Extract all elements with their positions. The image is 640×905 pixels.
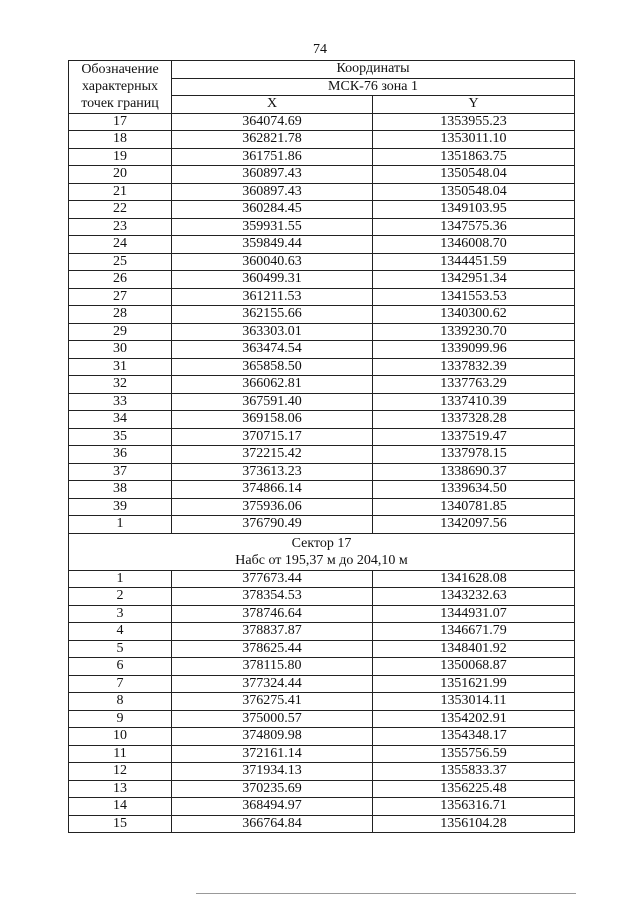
- x-coordinate-cell: 359931.55: [172, 218, 373, 236]
- point-number-cell: 9: [69, 710, 172, 728]
- y-coordinate-cell: 1350548.04: [373, 166, 575, 184]
- point-number-cell: 10: [69, 728, 172, 746]
- point-number-cell: 7: [69, 675, 172, 693]
- table-row: [69, 113, 575, 131]
- table-row: [69, 306, 575, 324]
- point-number-cell: 29: [69, 323, 172, 341]
- table-row: [69, 271, 575, 289]
- y-coordinate-cell: 1354202.91: [373, 710, 575, 728]
- page-edge-line: [196, 893, 576, 894]
- table-row: [69, 675, 575, 693]
- x-coordinate-cell: 378115.80: [172, 658, 373, 676]
- point-number-cell: 20: [69, 166, 172, 184]
- table-row: [69, 393, 575, 411]
- table-row: [69, 166, 575, 184]
- point-number-cell: 11: [69, 745, 172, 763]
- y-coordinate-cell: 1347575.36: [373, 218, 575, 236]
- y-coordinate-cell: 1346008.70: [373, 236, 575, 254]
- y-coordinate-cell: 1337763.29: [373, 376, 575, 394]
- y-coordinate-cell: 1337978.15: [373, 446, 575, 464]
- x-coordinate-cell: 372161.14: [172, 745, 373, 763]
- point-number-cell: 2: [69, 588, 172, 606]
- x-coordinate-cell: 361751.86: [172, 148, 373, 166]
- y-coordinate-cell: 1344931.07: [373, 605, 575, 623]
- point-number-cell: 31: [69, 358, 172, 376]
- table-row: [69, 570, 575, 588]
- point-number-cell: 12: [69, 763, 172, 781]
- x-coordinate-cell: 363303.01: [172, 323, 373, 341]
- coordinates-title: Координаты: [172, 61, 575, 79]
- table-row: [69, 183, 575, 201]
- table-row: [69, 463, 575, 481]
- y-coordinate-cell: 1341628.08: [373, 570, 575, 588]
- table-row: [69, 658, 575, 676]
- y-coordinate-cell: 1337519.47: [373, 428, 575, 446]
- x-coordinate-cell: 364074.69: [172, 113, 373, 131]
- point-number-cell: 36: [69, 446, 172, 464]
- table-row: [69, 728, 575, 746]
- table-row: [69, 148, 575, 166]
- sector-heading: [69, 533, 575, 570]
- table-row: [69, 376, 575, 394]
- point-number-cell: 8: [69, 693, 172, 711]
- table-row: [69, 481, 575, 499]
- point-number-cell: 34: [69, 411, 172, 429]
- point-number-cell: 1: [69, 516, 172, 534]
- y-coordinate-cell: 1346671.79: [373, 623, 575, 641]
- table-row: [69, 428, 575, 446]
- point-number-cell: 22: [69, 201, 172, 219]
- y-coordinate-cell: 1342097.56: [373, 516, 575, 534]
- point-number-cell: 32: [69, 376, 172, 394]
- sector-title: Сектор 17: [291, 535, 352, 551]
- point-number-cell: 23: [69, 218, 172, 236]
- y-coordinate-cell: 1350068.87: [373, 658, 575, 676]
- x-coordinate-cell: 377673.44: [172, 570, 373, 588]
- y-coordinate-cell: 1340781.85: [373, 498, 575, 516]
- point-number-cell: 13: [69, 780, 172, 798]
- table-row: [69, 798, 575, 816]
- table-body-part2: [69, 570, 575, 833]
- x-coordinate-cell: 365858.50: [172, 358, 373, 376]
- point-number-cell: 19: [69, 148, 172, 166]
- x-coordinate-cell: 378746.64: [172, 605, 373, 623]
- table-row: [69, 358, 575, 376]
- x-coordinate-cell: 370235.69: [172, 780, 373, 798]
- y-coordinate-cell: 1339634.50: [373, 481, 575, 499]
- table-header-row: [69, 61, 575, 79]
- x-coordinate-cell: 370715.17: [172, 428, 373, 446]
- x-coordinate-cell: 367591.40: [172, 393, 373, 411]
- y-coordinate-cell: 1349103.95: [373, 201, 575, 219]
- point-number-cell: 28: [69, 306, 172, 324]
- table-row: [69, 341, 575, 359]
- table-row: [69, 411, 575, 429]
- point-designation-header-line: Обозначение: [81, 62, 159, 78]
- table-row: [69, 605, 575, 623]
- point-number-cell: 17: [69, 113, 172, 131]
- table-row: [69, 446, 575, 464]
- table-row: [69, 693, 575, 711]
- x-coordinate-cell: 375936.06: [172, 498, 373, 516]
- point-number-cell: 1: [69, 570, 172, 588]
- table-row: [69, 815, 575, 833]
- point-number-cell: 15: [69, 815, 172, 833]
- x-coordinate-cell: 359849.44: [172, 236, 373, 254]
- x-coordinate-cell: 362821.78: [172, 131, 373, 149]
- point-number-cell: 33: [69, 393, 172, 411]
- x-column-header: X: [172, 96, 373, 114]
- point-number-cell: 6: [69, 658, 172, 676]
- table-row: [69, 623, 575, 641]
- point-number-cell: 37: [69, 463, 172, 481]
- y-coordinate-cell: 1344451.59: [373, 253, 575, 271]
- table-row: [69, 288, 575, 306]
- y-coordinate-cell: 1339230.70: [373, 323, 575, 341]
- y-coordinate-cell: 1354348.17: [373, 728, 575, 746]
- point-number-cell: 5: [69, 640, 172, 658]
- y-coordinate-cell: 1340300.62: [373, 306, 575, 324]
- point-number-cell: 3: [69, 605, 172, 623]
- point-designation-header-line: точек границ: [81, 96, 159, 112]
- x-coordinate-cell: 368494.97: [172, 798, 373, 816]
- x-coordinate-cell: 360897.43: [172, 166, 373, 184]
- point-number-cell: 14: [69, 798, 172, 816]
- table-row: [69, 218, 575, 236]
- y-coordinate-cell: 1339099.96: [373, 341, 575, 359]
- y-coordinate-cell: 1353011.10: [373, 131, 575, 149]
- point-designation-header-line: характерных: [81, 79, 159, 95]
- table-row: [69, 236, 575, 254]
- point-number-cell: 39: [69, 498, 172, 516]
- x-coordinate-cell: 376275.41: [172, 693, 373, 711]
- y-coordinate-cell: 1353955.23: [373, 113, 575, 131]
- coordinates-system: МСК-76 зона 1: [172, 78, 575, 96]
- x-coordinate-cell: 378625.44: [172, 640, 373, 658]
- y-column-header: Y: [373, 96, 575, 114]
- table-row: [69, 131, 575, 149]
- x-coordinate-cell: 361211.53: [172, 288, 373, 306]
- sector-height-range: Набс от 195,37 м до 204,10 м: [235, 552, 408, 568]
- x-coordinate-cell: 374809.98: [172, 728, 373, 746]
- table-row: [69, 498, 575, 516]
- table-row: [69, 745, 575, 763]
- x-coordinate-cell: 362155.66: [172, 306, 373, 324]
- table-row: [69, 763, 575, 781]
- point-number-cell: 4: [69, 623, 172, 641]
- y-coordinate-cell: 1337832.39: [373, 358, 575, 376]
- coordinates-table: [68, 60, 575, 833]
- y-coordinate-cell: 1355756.59: [373, 745, 575, 763]
- x-coordinate-cell: 376790.49: [172, 516, 373, 534]
- x-coordinate-cell: 369158.06: [172, 411, 373, 429]
- table-row: [69, 710, 575, 728]
- x-coordinate-cell: 372215.42: [172, 446, 373, 464]
- table-body-part1: [69, 113, 575, 533]
- y-coordinate-cell: 1355833.37: [373, 763, 575, 781]
- point-designation-header: [69, 61, 172, 114]
- point-number-cell: 30: [69, 341, 172, 359]
- y-coordinate-cell: 1353014.11: [373, 693, 575, 711]
- y-coordinate-cell: 1356104.28: [373, 815, 575, 833]
- y-coordinate-cell: 1337328.28: [373, 411, 575, 429]
- y-coordinate-cell: 1356225.48: [373, 780, 575, 798]
- table-row: [69, 516, 575, 534]
- y-coordinate-cell: 1351621.99: [373, 675, 575, 693]
- table-row: [69, 640, 575, 658]
- y-coordinate-cell: 1338690.37: [373, 463, 575, 481]
- table-row: [69, 780, 575, 798]
- y-coordinate-cell: 1343232.63: [373, 588, 575, 606]
- point-number-cell: 18: [69, 131, 172, 149]
- x-coordinate-cell: 375000.57: [172, 710, 373, 728]
- y-coordinate-cell: 1337410.39: [373, 393, 575, 411]
- x-coordinate-cell: 360284.45: [172, 201, 373, 219]
- point-number-cell: 24: [69, 236, 172, 254]
- point-number-cell: 26: [69, 271, 172, 289]
- point-number-cell: 25: [69, 253, 172, 271]
- x-coordinate-cell: 371934.13: [172, 763, 373, 781]
- sector-row: [69, 533, 575, 570]
- x-coordinate-cell: 360897.43: [172, 183, 373, 201]
- x-coordinate-cell: 363474.54: [172, 341, 373, 359]
- point-number-cell: 21: [69, 183, 172, 201]
- y-coordinate-cell: 1356316.71: [373, 798, 575, 816]
- page-number: 74: [313, 42, 327, 57]
- x-coordinate-cell: 373613.23: [172, 463, 373, 481]
- y-coordinate-cell: 1350548.04: [373, 183, 575, 201]
- y-coordinate-cell: 1342951.34: [373, 271, 575, 289]
- table-row: [69, 201, 575, 219]
- x-coordinate-cell: 378354.53: [172, 588, 373, 606]
- sector-section: [69, 533, 575, 570]
- y-coordinate-cell: 1348401.92: [373, 640, 575, 658]
- x-coordinate-cell: 366062.81: [172, 376, 373, 394]
- x-coordinate-cell: 378837.87: [172, 623, 373, 641]
- point-number-cell: 27: [69, 288, 172, 306]
- point-number-cell: 35: [69, 428, 172, 446]
- x-coordinate-cell: 377324.44: [172, 675, 373, 693]
- table-row: [69, 253, 575, 271]
- y-coordinate-cell: 1341553.53: [373, 288, 575, 306]
- table-row: [69, 323, 575, 341]
- table-row: [69, 588, 575, 606]
- point-number-cell: 38: [69, 481, 172, 499]
- x-coordinate-cell: 366764.84: [172, 815, 373, 833]
- x-coordinate-cell: 360499.31: [172, 271, 373, 289]
- x-coordinate-cell: 374866.14: [172, 481, 373, 499]
- x-coordinate-cell: 360040.63: [172, 253, 373, 271]
- y-coordinate-cell: 1351863.75: [373, 148, 575, 166]
